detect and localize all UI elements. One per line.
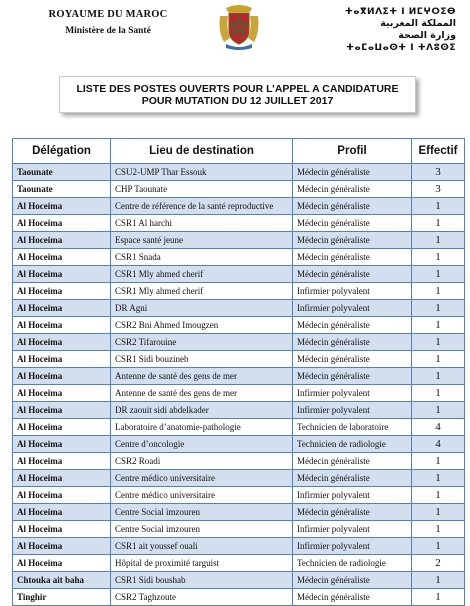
cell-effectif: 1 (412, 334, 465, 351)
cell-destination: Centre médico universitaire (111, 470, 293, 487)
cell-delegation: Al Hoceima (13, 300, 111, 317)
cell-profil: Infirmier polyvalent (293, 521, 412, 538)
table-row (13, 232, 465, 249)
cell-effectif: 1 (412, 572, 465, 589)
cell-destination: CSR1 Al harchi (111, 215, 293, 232)
cell-profil: Médecin généraliste (293, 215, 412, 232)
cell-delegation: Al Hoceima (13, 555, 111, 572)
cell-destination: Antenne de santé des gens de mer (111, 385, 293, 402)
cell-delegation: Al Hoceima (13, 419, 111, 436)
cell-destination: CSR2 Taghzoute (111, 589, 293, 606)
cell-destination: CSR1 Sidi bouzineb (111, 351, 293, 368)
cell-delegation: Al Hoceima (13, 249, 111, 266)
cell-destination: DR zaouit sidi abdelkader (111, 402, 293, 419)
cell-delegation: Al Hoceima (13, 487, 111, 504)
table-row (13, 521, 465, 538)
cell-destination: CSR1 ait youssef ouali (111, 538, 293, 555)
cell-delegation: Al Hoceima (13, 453, 111, 470)
cell-effectif: 1 (412, 504, 465, 521)
cell-delegation: Chtouka ait baha (13, 572, 111, 589)
cell-profil: Technicien de radiologie (293, 555, 412, 572)
table-row (13, 215, 465, 232)
column-header-effectif: Effectif (412, 139, 465, 164)
cell-profil: Technicien de radiologie (293, 436, 412, 453)
kingdom-name: ROYAUME DU MAROC (48, 9, 168, 20)
cell-destination: Centre de référence de la santé reproductive (111, 198, 293, 215)
cell-effectif: 4 (412, 419, 465, 436)
cell-delegation: Al Hoceima (13, 317, 111, 334)
cell-destination: Laboratoire d’anatomie-pathologie (111, 419, 293, 436)
cell-delegation: Al Hoceima (13, 334, 111, 351)
table-row (13, 589, 465, 606)
table-row (13, 283, 465, 300)
table-row (13, 487, 465, 504)
title-line-2: POUR MUTATION DU 12 JUILLET 2017 (141, 95, 334, 107)
cell-effectif: 1 (412, 453, 465, 470)
cell-destination: Centre d’oncologie (111, 436, 293, 453)
cell-destination: Centre Social imzouren (111, 521, 293, 538)
cell-profil: Infirmier polyvalent (293, 300, 412, 317)
ministry-header (28, 9, 188, 36)
table-row (13, 334, 465, 351)
cell-effectif: 3 (412, 164, 465, 181)
cell-profil: Médecin généraliste (293, 164, 412, 181)
table-row (13, 266, 465, 283)
ministry-name-tifinagh: ⵜⴰⵎⴰⵡⴰⵙⵜ ⵏ ⵜⴷⵓⵙⵉ (346, 43, 456, 53)
cell-delegation: Al Hoceima (13, 215, 111, 232)
cell-effectif: 1 (412, 538, 465, 555)
cell-effectif: 1 (412, 283, 465, 300)
coat-of-arms-icon (216, 2, 262, 52)
title-line-1: LISTE DES POSTES OUVERTS POUR L’APPEL A CANDIDATURE (76, 83, 399, 95)
cell-effectif: 1 (412, 232, 465, 249)
table-row (13, 572, 465, 589)
cell-profil: Médecin généraliste (293, 198, 412, 215)
cell-profil: Médecin généraliste (293, 470, 412, 487)
cell-effectif: 1 (412, 266, 465, 283)
cell-profil: Médecin généraliste (293, 572, 412, 589)
cell-delegation: Al Hoceima (13, 521, 111, 538)
cell-destination: CSU2-UMP Thar Essouk (111, 164, 293, 181)
cell-delegation: Al Hoceima (13, 504, 111, 521)
cell-profil: Médecin généraliste (293, 317, 412, 334)
table-row (13, 317, 465, 334)
cell-profil: Médecin généraliste (293, 368, 412, 385)
kingdom-name-arabic: المملكة المغربية (380, 18, 456, 29)
column-header-delegation: Délégation (13, 139, 111, 164)
cell-profil: Infirmier polyvalent (293, 487, 412, 504)
cell-delegation: Al Hoceima (13, 198, 111, 215)
cell-delegation: Al Hoceima (13, 436, 111, 453)
table-row (13, 538, 465, 555)
table-row (13, 249, 465, 266)
cell-effectif: 1 (412, 249, 465, 266)
cell-delegation: Al Hoceima (13, 351, 111, 368)
table-row (13, 453, 465, 470)
cell-effectif: 1 (412, 300, 465, 317)
cell-destination: CSR2 Tifarouine (111, 334, 293, 351)
cell-effectif: 1 (412, 402, 465, 419)
column-header-destination: Lieu de destination (111, 139, 293, 164)
cell-effectif: 1 (412, 521, 465, 538)
table-row (13, 504, 465, 521)
cell-profil: Technicien de laboratoire (293, 419, 412, 436)
cell-profil: Médecin généraliste (293, 232, 412, 249)
cell-effectif: 2 (412, 555, 465, 572)
cell-profil: Médecin généraliste (293, 589, 412, 606)
cell-effectif: 4 (412, 436, 465, 453)
cell-delegation: Al Hoceima (13, 266, 111, 283)
table-body (13, 164, 465, 606)
table-row (13, 181, 465, 198)
table-row (13, 368, 465, 385)
cell-effectif: 1 (412, 317, 465, 334)
cell-effectif: 1 (412, 368, 465, 385)
cell-profil: Infirmier polyvalent (293, 538, 412, 555)
column-header-profil: Profil (293, 139, 412, 164)
table-row (13, 300, 465, 317)
cell-effectif: 1 (412, 470, 465, 487)
table-row (13, 436, 465, 453)
cell-delegation: Al Hoceima (13, 470, 111, 487)
cell-effectif: 1 (412, 385, 465, 402)
table-row (13, 555, 465, 572)
cell-effectif: 1 (412, 351, 465, 368)
cell-profil: Médecin généraliste (293, 504, 412, 521)
kingdom-name-tifinagh: ⵜⴰⴳⵍⴷⵉⵜ ⵏ ⵍⵎⵖⵔⵉⴱ (344, 7, 456, 17)
cell-destination: CSR1 Mly ahmed cherif (111, 266, 293, 283)
cell-profil: Infirmier polyvalent (293, 283, 412, 300)
ministry-name-arabic: وزارة الصحة (398, 30, 456, 41)
cell-profil: Médecin généraliste (293, 181, 412, 198)
cell-destination: CSR2 Bni Ahmed Imougzen (111, 317, 293, 334)
cell-effectif: 3 (412, 181, 465, 198)
cell-destination: CSR2 Roadi (111, 453, 293, 470)
cell-destination: DR Agni (111, 300, 293, 317)
cell-delegation: Taounate (13, 181, 111, 198)
ministry-name: Ministère de la Santé (65, 26, 151, 36)
cell-delegation: Al Hoceima (13, 538, 111, 555)
cell-destination: Centre médico universitaire (111, 487, 293, 504)
cell-destination: CHP Taounate (111, 181, 293, 198)
cell-effectif: 1 (412, 215, 465, 232)
cell-profil: Infirmier polyvalent (293, 385, 412, 402)
cell-destination: CSR1 Snada (111, 249, 293, 266)
cell-profil: Infirmier polyvalent (293, 402, 412, 419)
cell-effectif: 1 (412, 487, 465, 504)
cell-destination: Antenne de santé des gens de mer (111, 368, 293, 385)
table-row (13, 402, 465, 419)
cell-delegation: Al Hoceima (13, 232, 111, 249)
ministry-header-right (316, 6, 456, 54)
cell-delegation: Al Hoceima (13, 385, 111, 402)
cell-profil: Médecin généraliste (293, 249, 412, 266)
table-row (13, 470, 465, 487)
cell-destination: Hôpital de proximité targuist (111, 555, 293, 572)
table-header-row (13, 139, 465, 164)
table-row (13, 164, 465, 181)
cell-profil: Médecin généraliste (293, 266, 412, 283)
cell-destination: Centre Social imzouren (111, 504, 293, 521)
cell-effectif: 1 (412, 198, 465, 215)
posts-table (12, 138, 465, 606)
cell-delegation: Al Hoceima (13, 283, 111, 300)
cell-destination: CSR1 Mly ahmed cherif (111, 283, 293, 300)
cell-profil: Médecin généraliste (293, 453, 412, 470)
document-title (59, 76, 416, 113)
table-row (13, 419, 465, 436)
cell-delegation: Taounate (13, 164, 111, 181)
cell-delegation: Al Hoceima (13, 402, 111, 419)
cell-effectif: 1 (412, 589, 465, 606)
cell-profil: Médecin généraliste (293, 351, 412, 368)
cell-delegation: Al Hoceima (13, 368, 111, 385)
cell-delegation: Tinghir (13, 589, 111, 606)
table-row (13, 385, 465, 402)
table-row (13, 198, 465, 215)
cell-destination: Espace santé jeune (111, 232, 293, 249)
cell-profil: Médecin généraliste (293, 334, 412, 351)
cell-destination: CSR1 Sidi boushab (111, 572, 293, 589)
table-row (13, 351, 465, 368)
